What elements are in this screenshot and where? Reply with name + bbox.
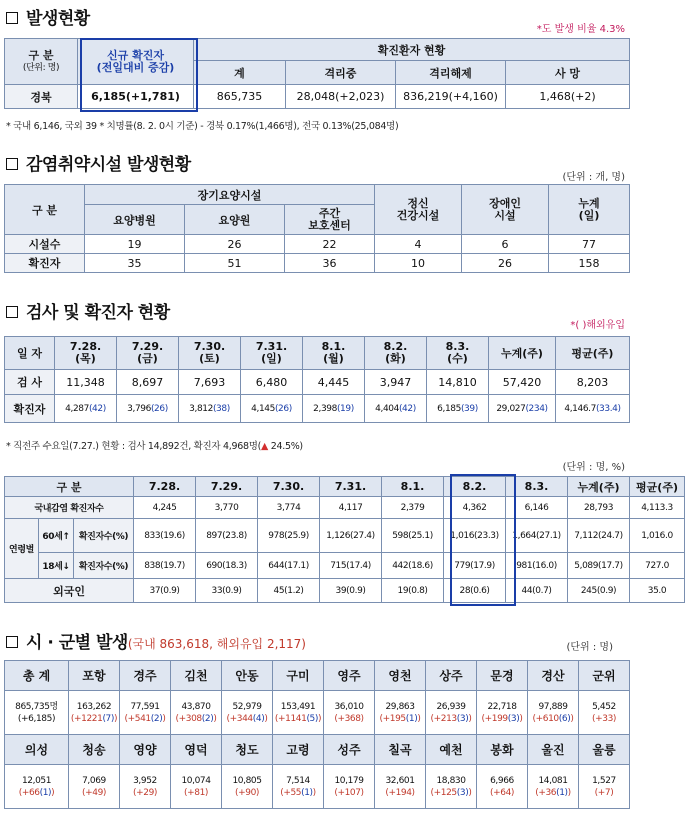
city-name-cell: 예천 bbox=[426, 735, 477, 765]
city-value-cell: 77,591 (+541(2)) bbox=[120, 691, 171, 735]
date-column-header: 7.29. (금) bbox=[117, 337, 179, 370]
age60-cell: 978(25.9) bbox=[258, 519, 320, 553]
isolation-header: 격리중 bbox=[286, 61, 396, 85]
city-value-cell: 12,051 (+66(1)) bbox=[5, 765, 69, 809]
mental-health-header: 정신 건강시설 bbox=[375, 185, 462, 235]
city-name-cell: 영주 bbox=[324, 661, 375, 691]
tests-cell: 57,420 bbox=[489, 370, 556, 395]
region-cell: 경북 bbox=[5, 85, 78, 109]
confirmed-cell: 4,145(26) bbox=[241, 395, 303, 423]
confirmed-cell: 29,027(234) bbox=[489, 395, 556, 423]
tests-label: 검 사 bbox=[5, 370, 55, 395]
domestic-cell: 4,362 bbox=[444, 497, 506, 519]
age-group-label: 연령별 bbox=[5, 519, 39, 579]
date-column-header: 8.3. (수) bbox=[427, 337, 489, 370]
city-value-cell: 14,081 (+36(1)) bbox=[528, 765, 579, 809]
age60-cell: 1,664(27.1) bbox=[506, 519, 568, 553]
facilities-unit: (단위 : 개, 명) bbox=[562, 172, 625, 183]
confirmed-cell: 4,146.7(33.4) bbox=[556, 395, 630, 423]
age-date-header: 8.2. bbox=[444, 477, 506, 497]
age60-cell: 833(19.6) bbox=[134, 519, 196, 553]
confirmed-label: 확진자 bbox=[5, 395, 55, 423]
date-column-header: 7.30. (토) bbox=[179, 337, 241, 370]
tests-cell: 8,203 bbox=[556, 370, 630, 395]
foreigner-cell: 245(0.9) bbox=[568, 579, 630, 603]
facility-cell: 36 bbox=[285, 254, 375, 273]
weekly-cum-header: 누계(주) bbox=[489, 337, 556, 370]
tests-cell: 14,810 bbox=[427, 370, 489, 395]
age18-cell: 690(18.3) bbox=[196, 553, 258, 579]
tests-cell: 7,693 bbox=[179, 370, 241, 395]
city-name-cell: 의성 bbox=[5, 735, 69, 765]
facility-cell: 51 bbox=[185, 254, 285, 273]
isolation-cell: 28,048(+2,023) bbox=[286, 85, 396, 109]
tests-cell: 11,348 bbox=[55, 370, 117, 395]
section-title-outbreak: 발생현황 bbox=[6, 4, 90, 29]
facility-cell: 19 bbox=[85, 235, 185, 254]
checkbox-square-icon bbox=[6, 306, 18, 318]
tests-cell: 8,697 bbox=[117, 370, 179, 395]
foreigner-cell: 37(0.9) bbox=[134, 579, 196, 603]
domestic-cell: 28,793 bbox=[568, 497, 630, 519]
tests-cell: 3,947 bbox=[365, 370, 427, 395]
city-value-cell: 7,069 (+49) bbox=[69, 765, 120, 809]
facilities-gubun-header: 구 분 bbox=[5, 185, 85, 235]
city-value-cell: 10,805 (+90) bbox=[222, 765, 273, 809]
tests-cell: 4,445 bbox=[303, 370, 365, 395]
city-value-cell: 7,514 (+55(1)) bbox=[273, 765, 324, 809]
city-name-cell: 영덕 bbox=[171, 735, 222, 765]
section-title-tests: 검사 및 확진자 현황 bbox=[6, 298, 170, 323]
age18-sub-label: 확진자수(%) bbox=[74, 553, 134, 579]
imported-note: *( )해외유입 bbox=[570, 320, 625, 331]
tests-cell: 6,480 bbox=[241, 370, 303, 395]
city-value-cell: 52,979 (+344(4)) bbox=[222, 691, 273, 735]
confirmed-cell: 6,185(39) bbox=[427, 395, 489, 423]
age-date-header: 7.30. bbox=[258, 477, 320, 497]
province-ratio-note: *도 발생 비율 4.3% bbox=[536, 24, 625, 35]
city-name-cell: 성주 bbox=[324, 735, 375, 765]
city-name-cell: 영천 bbox=[375, 661, 426, 691]
date-column-header: 8.1. (월) bbox=[303, 337, 365, 370]
age18-label: 18세↓ bbox=[39, 553, 74, 579]
age-cum-header: 누계(주) bbox=[568, 477, 630, 497]
city-name-cell: 군위 bbox=[579, 661, 630, 691]
city-name-cell: 고령 bbox=[273, 735, 324, 765]
checkbox-square-icon bbox=[6, 158, 18, 170]
city-value-cell: 36,010 (+368) bbox=[324, 691, 375, 735]
facility-cell: 77 bbox=[549, 235, 630, 254]
gubun-header: 구 분 (단위: 명) bbox=[5, 39, 78, 85]
city-name-cell: 안동 bbox=[222, 661, 273, 691]
total-header: 계 bbox=[194, 61, 286, 85]
city-name-cell: 영양 bbox=[120, 735, 171, 765]
age60-cell: 1,016.0 bbox=[630, 519, 685, 553]
age18-cell: 715(17.4) bbox=[320, 553, 382, 579]
city-value-cell: 26,939 (+213(3)) bbox=[426, 691, 477, 735]
cities-unit: (단위 : 명) bbox=[566, 642, 613, 653]
age18-cell: 727.0 bbox=[630, 553, 685, 579]
facility-cell: 26 bbox=[462, 254, 549, 273]
weekly-avg-header: 평균(주) bbox=[556, 337, 630, 370]
nursing-hospital-header: 요양병원 bbox=[85, 205, 185, 235]
city-name-cell: 청도 bbox=[222, 735, 273, 765]
facility-cell: 26 bbox=[185, 235, 285, 254]
city-name-cell: 문경 bbox=[477, 661, 528, 691]
death-header: 사 망 bbox=[506, 61, 630, 85]
checkbox-square-icon bbox=[6, 12, 18, 24]
prev-week-footnote: * 직전주 수요일(7.27.) 현황 : 검사 14,892건, 확진자 4,968명(▲ 24.5%) bbox=[6, 441, 303, 452]
city-value-cell: 1,527 (+7) bbox=[579, 765, 630, 809]
domestic-cell: 4,117 bbox=[320, 497, 382, 519]
age-date-header: 8.3. bbox=[506, 477, 568, 497]
domestic-cell: 4,245 bbox=[134, 497, 196, 519]
domestic-label: 국내감염 확진자수 bbox=[5, 497, 134, 519]
city-name-cell: 총 계 bbox=[5, 661, 69, 691]
city-value-cell: 6,966 (+64) bbox=[477, 765, 528, 809]
city-value-cell: 3,952 (+29) bbox=[120, 765, 171, 809]
tests-table bbox=[4, 336, 630, 423]
facility-cell: 6 bbox=[462, 235, 549, 254]
fatality-footnote: * 국내 6,146, 국외 39 * 치명률(8. 2. 0시 기준) - 경북 0.17%(1,466명), 전국 0.13%(25,084명) bbox=[6, 121, 399, 132]
cities-table bbox=[4, 660, 630, 809]
city-value-cell: 22,718 (+199(3)) bbox=[477, 691, 528, 735]
facility-cell: 22 bbox=[285, 235, 375, 254]
age18-cell: 838(19.7) bbox=[134, 553, 196, 579]
city-value-cell: 153,491 (+1141(5)) bbox=[273, 691, 324, 735]
date-column-header: 8.2. (화) bbox=[365, 337, 427, 370]
age-gubun-header: 구 분 bbox=[5, 477, 134, 497]
checkbox-square-icon bbox=[6, 636, 18, 648]
city-value-cell: 32,601 (+194) bbox=[375, 765, 426, 809]
facility-cell: 35 bbox=[85, 254, 185, 273]
city-value-cell: 163,262 (+1221(7)) bbox=[69, 691, 120, 735]
confirmed-status-header: 확진환자 현황 bbox=[194, 39, 630, 61]
confirmed-cell: 2,398(19) bbox=[303, 395, 365, 423]
domestic-cell: 3,774 bbox=[258, 497, 320, 519]
facilities-cum-header: 누계 (일) bbox=[549, 185, 630, 235]
longterm-care-header: 장기요양시설 bbox=[85, 185, 375, 205]
city-value-cell: 97,889 (+610(6)) bbox=[528, 691, 579, 735]
city-value-cell: 10,179 (+107) bbox=[324, 765, 375, 809]
facility-confirmed-label: 확진자 bbox=[5, 254, 85, 273]
age18-cell: 5,089(17.7) bbox=[568, 553, 630, 579]
domestic-cell: 6,146 bbox=[506, 497, 568, 519]
age18-cell: 779(17.9) bbox=[444, 553, 506, 579]
death-cell: 1,468(+2) bbox=[506, 85, 630, 109]
age-date-header: 7.29. bbox=[196, 477, 258, 497]
age18-cell: 981(16.0) bbox=[506, 553, 568, 579]
age60-sub-label: 확진자수(%) bbox=[74, 519, 134, 553]
nursing-home-header: 요양원 bbox=[185, 205, 285, 235]
facilities-table bbox=[4, 184, 630, 273]
date-column-header: 7.31. (일) bbox=[241, 337, 303, 370]
city-name-cell: 경주 bbox=[120, 661, 171, 691]
city-name-cell: 청송 bbox=[69, 735, 120, 765]
city-name-cell: 칠곡 bbox=[375, 735, 426, 765]
up-triangle-icon: ▲ bbox=[261, 441, 269, 452]
age60-cell: 1,016(23.3) bbox=[444, 519, 506, 553]
age60-cell: 598(25.1) bbox=[382, 519, 444, 553]
city-name-cell: 울진 bbox=[528, 735, 579, 765]
total-cell: 865,735 bbox=[194, 85, 286, 109]
foreigner-cell: 44(0.7) bbox=[506, 579, 568, 603]
release-cell: 836,219(+4,160) bbox=[396, 85, 506, 109]
foreigner-cell: 39(0.9) bbox=[320, 579, 382, 603]
city-name-cell: 상주 bbox=[426, 661, 477, 691]
city-name-cell: 구미 bbox=[273, 661, 324, 691]
daycare-header: 주간 보호센터 bbox=[285, 205, 375, 235]
outbreak-table bbox=[4, 38, 630, 109]
age-date-header: 8.1. bbox=[382, 477, 444, 497]
facility-count-label: 시설수 bbox=[5, 235, 85, 254]
age-table bbox=[4, 476, 685, 603]
date-header: 일 자 bbox=[5, 337, 55, 370]
disability-header: 장애인 시설 bbox=[462, 185, 549, 235]
city-name-cell: 포항 bbox=[69, 661, 120, 691]
section-title-cities: 시 · 군별 발생(국내 863,618, 해외유입 2,117) bbox=[6, 628, 306, 653]
confirmed-cell: 3,796(26) bbox=[117, 395, 179, 423]
foreigner-cell: 28(0.6) bbox=[444, 579, 506, 603]
foreigner-label: 외국인 bbox=[5, 579, 134, 603]
age-date-header: 7.28. bbox=[134, 477, 196, 497]
confirmed-cell: 4,404(42) bbox=[365, 395, 427, 423]
release-header: 격리해제 bbox=[396, 61, 506, 85]
city-value-cell: 43,870 (+308(2)) bbox=[171, 691, 222, 735]
city-name-cell: 울릉 bbox=[579, 735, 630, 765]
age-unit: (단위 : 명, %) bbox=[562, 462, 625, 473]
facility-cell: 158 bbox=[549, 254, 630, 273]
age18-cell: 442(18.6) bbox=[382, 553, 444, 579]
facility-cell: 10 bbox=[375, 254, 462, 273]
city-name-cell: 김천 bbox=[171, 661, 222, 691]
city-value-cell: 865,735명 (+6,185) bbox=[5, 691, 69, 735]
city-value-cell: 29,863 (+195(1)) bbox=[375, 691, 426, 735]
age-date-header: 7.31. bbox=[320, 477, 382, 497]
domestic-cell: 3,770 bbox=[196, 497, 258, 519]
foreigner-cell: 19(0.8) bbox=[382, 579, 444, 603]
confirmed-cell: 4,287(42) bbox=[55, 395, 117, 423]
foreigner-cell: 33(0.9) bbox=[196, 579, 258, 603]
foreigner-cell: 35.0 bbox=[630, 579, 685, 603]
date-column-header: 7.28. (목) bbox=[55, 337, 117, 370]
age-avg-header: 평균(주) bbox=[630, 477, 685, 497]
section-title-facilities: 감염취약시설 발생현황 bbox=[6, 150, 191, 175]
domestic-cell: 4,113.3 bbox=[630, 497, 685, 519]
city-name-cell: 봉화 bbox=[477, 735, 528, 765]
age18-cell: 644(17.1) bbox=[258, 553, 320, 579]
city-name-cell: 경산 bbox=[528, 661, 579, 691]
new-cases-header: 신규 확진자 (전일대비 증감) bbox=[78, 39, 194, 85]
city-value-cell: 5,452 (+33) bbox=[579, 691, 630, 735]
age60-cell: 1,126(27.4) bbox=[320, 519, 382, 553]
age60-label: 60세↑ bbox=[39, 519, 74, 553]
city-value-cell: 18,830 (+125(3)) bbox=[426, 765, 477, 809]
age60-cell: 7,112(24.7) bbox=[568, 519, 630, 553]
confirmed-cell: 3,812(38) bbox=[179, 395, 241, 423]
domestic-cell: 2,379 bbox=[382, 497, 444, 519]
facility-cell: 4 bbox=[375, 235, 462, 254]
age60-cell: 897(23.8) bbox=[196, 519, 258, 553]
city-value-cell: 10,074 (+81) bbox=[171, 765, 222, 809]
new-cases-cell: 6,185(+1,781) bbox=[78, 85, 194, 109]
foreigner-cell: 45(1.2) bbox=[258, 579, 320, 603]
